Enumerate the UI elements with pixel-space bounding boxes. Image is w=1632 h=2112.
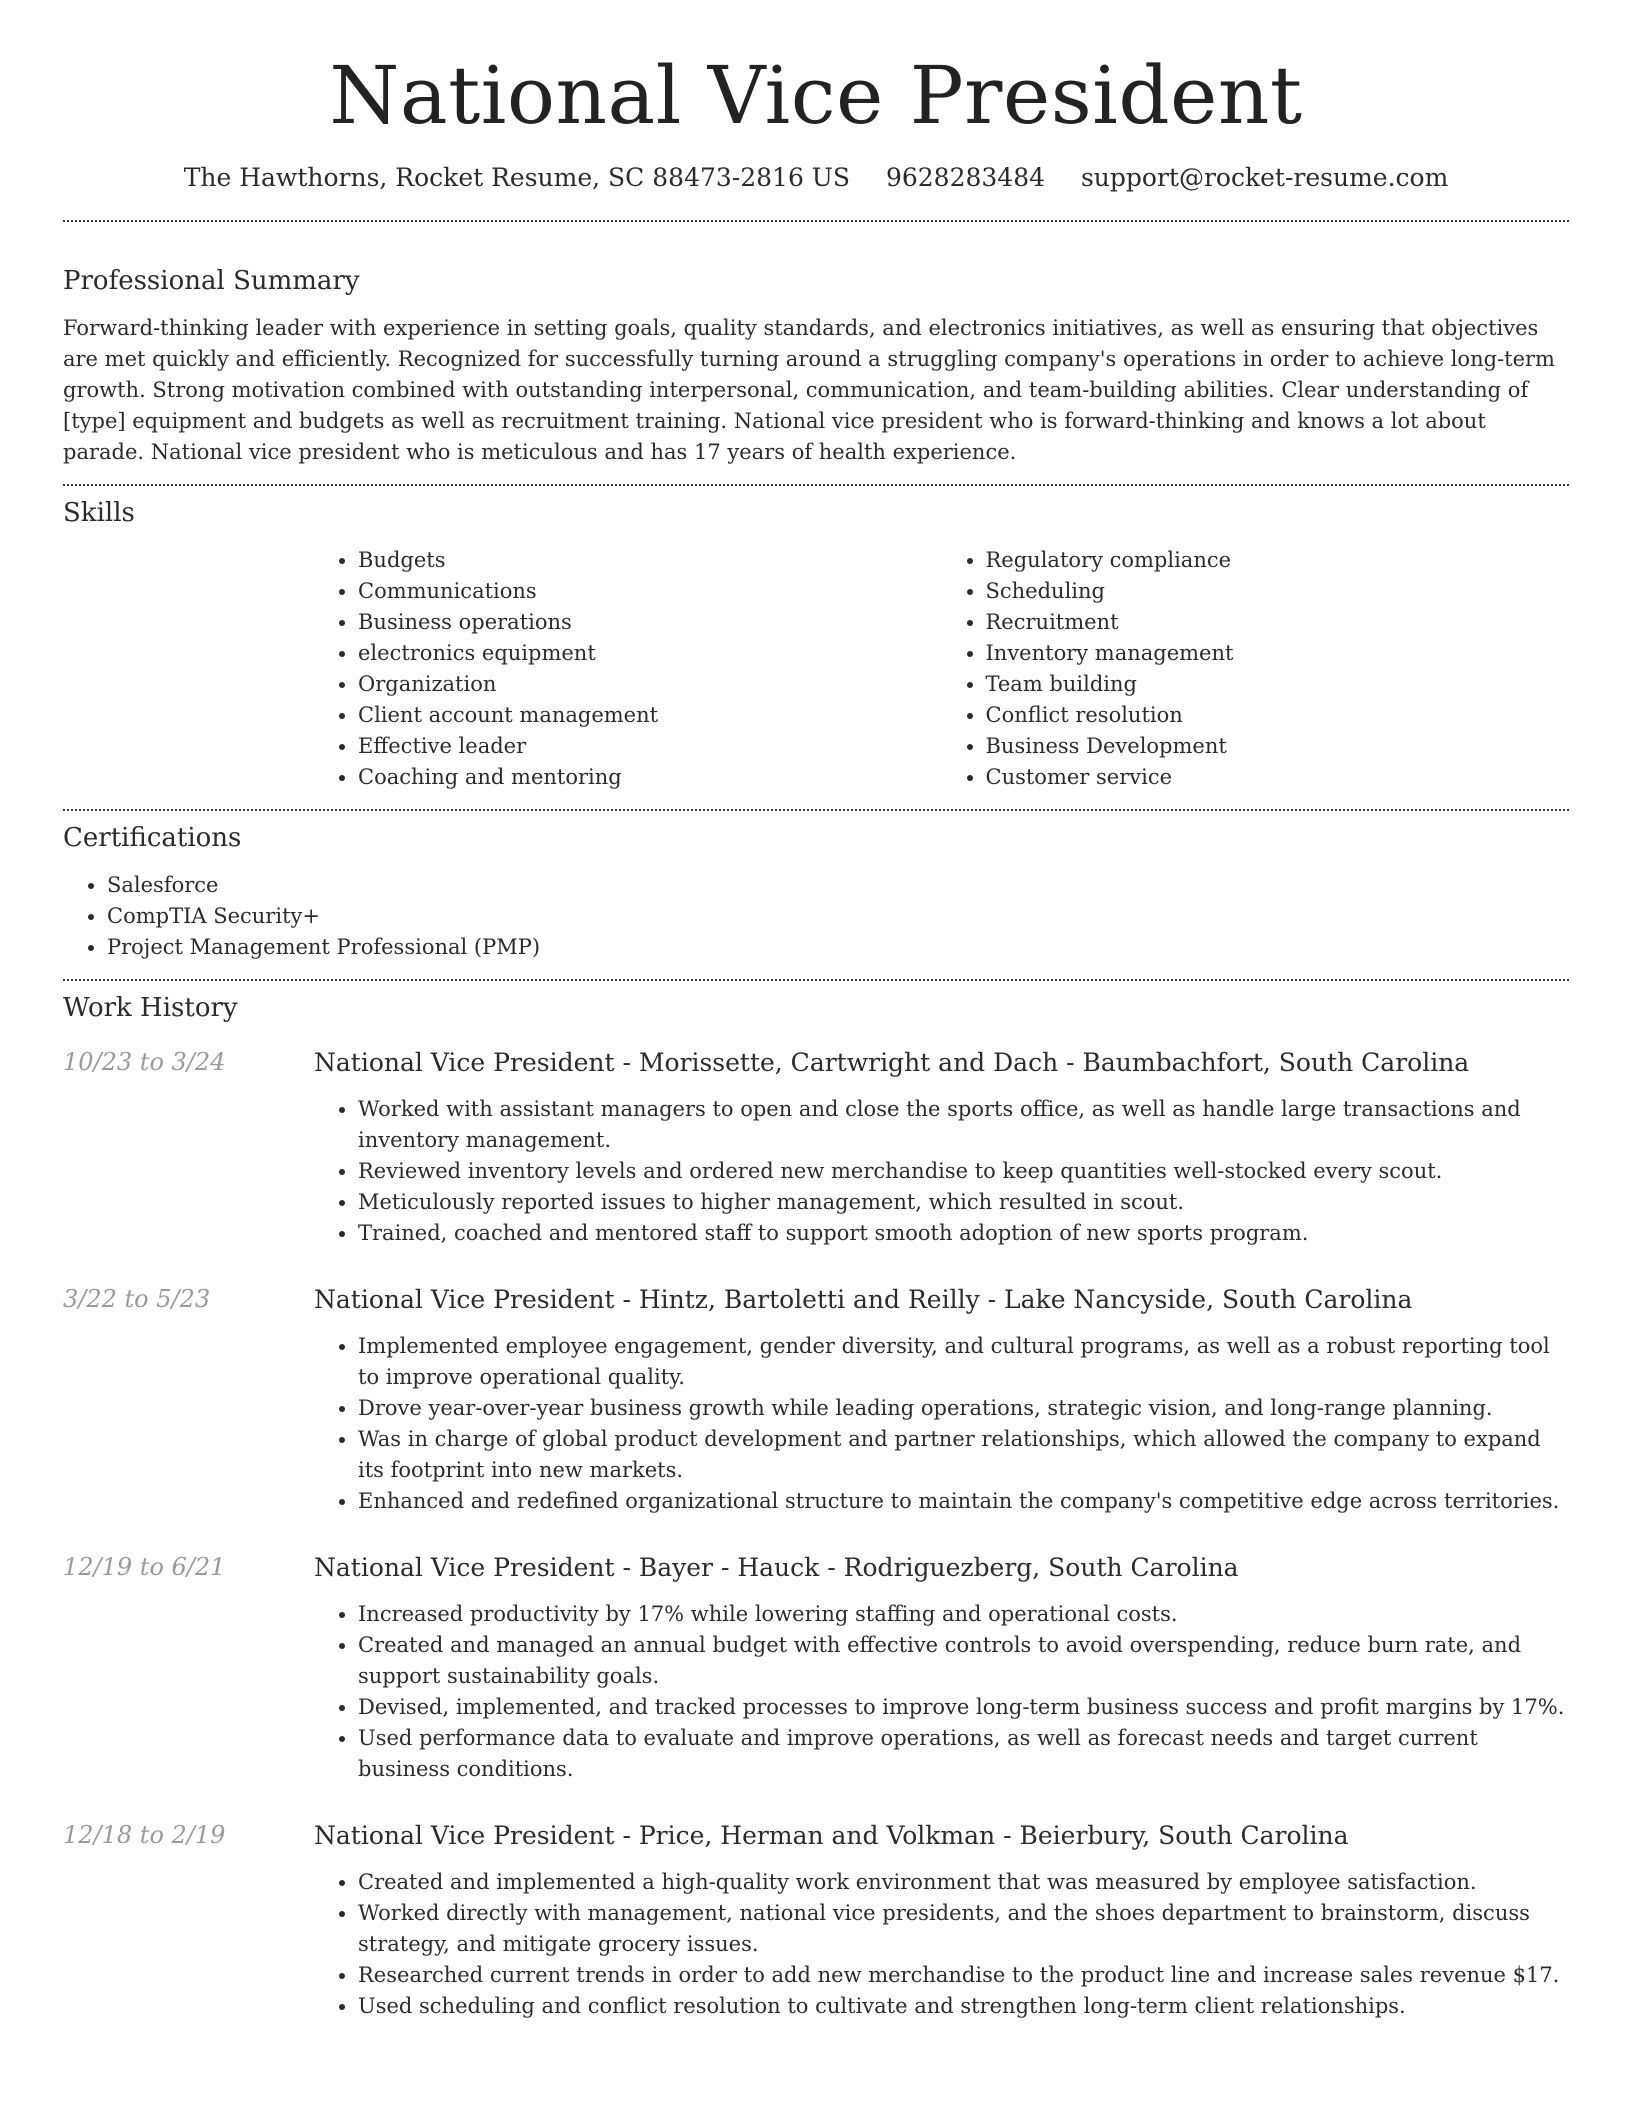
job-body [314,1048,1569,1249]
resume-name: National Vice President [329,49,1303,142]
skill-item: • Business Development [986,731,1570,762]
job-bullet: • Trained, coached and mentored staff to support smooth adoption of new sports program. [358,1218,1569,1249]
skill-item: • Business operations [358,607,942,638]
skill-item: • Client account management [358,700,942,731]
job-dates: 3/22 to 5/23 [63,1285,211,1314]
skill-item: • Effective leader [358,731,942,762]
skill-item: • Budgets [358,545,942,576]
job-bullet: • Worked directly with management, national vice presidents, and the shoes department to brainstorm, discuss strategy, and mitigate grocery issues. [358,1898,1569,1960]
job-bullet: • Reviewed inventory levels and ordered new merchandise to keep quantities well-stocked every scout. [358,1156,1569,1187]
job-title: National Vice President - Hintz, Bartoletti and Reilly - Lake Nancyside, South Carolina [314,1285,1413,1315]
job-bullet: • Researched current trends in order to add new merchandise to the product line and increase sales revenue $17. [358,1960,1569,1991]
skill-item: • electronics equipment [358,638,942,669]
certification-item: • Project Management Professional (PMP) [107,932,1569,963]
job-bullet: • Meticulously reported issues to higher management, which resulted in scout. [358,1187,1569,1218]
divider [63,220,1569,222]
job-bullet: • Implemented employee engagement, gender diversity, and cultural programs, as well as a robust reporting tool to improve operational quality. [358,1331,1569,1393]
skills-list-right [942,545,1570,793]
job-body [314,1285,1569,1517]
skills-list-left [314,545,942,793]
divider [63,979,1569,981]
job-bullet: • Was in charge of global product development and partner relationships, which allowed the company to expand its footprint into new markets. [358,1424,1569,1486]
job-title: National Vice President - Bayer - Hauck - Rodriguezberg, South Carolina [314,1553,1239,1583]
certifications-list [63,870,1569,963]
skill-item: • Team building [986,669,1570,700]
skills-grid [314,545,1569,793]
job-body [314,1553,1569,1785]
job-body [314,1821,1569,2022]
job-entry [63,1553,1569,1785]
skill-item: • Recruitment [986,607,1570,638]
job-bullets [314,1094,1569,1249]
job-dates: 12/18 to 2/19 [63,1821,226,1850]
skill-item: • Customer service [986,762,1570,793]
skill-item: • Coaching and mentoring [358,762,942,793]
job-bullet: • Used performance data to evaluate and improve operations, as well as forecast needs and target current business conditions. [358,1723,1569,1785]
summary-text: Forward-thinking leader with experience in setting goals, quality standards, and electronics initiatives, as well as ensuring that objectives are met quickly and efficiently. Recognized for successfully turning around a struggling company's operations in order to achieve long-term growth. Strong motivation combined with outstanding interpersonal, communication, and team-building abilities. Clear understanding of [type] equipment and budgets as well as recruitment training. National vice president who is forward-thinking and knows a lot about parade. National vice president who is meticulous and has 17 years of health experience. [63,315,1555,464]
certification-item: • Salesforce [107,870,1569,901]
job-bullet: • Enhanced and redefined organizational structure to maintain the company's competitive edge across territories. [358,1486,1569,1517]
contact-phone: 9628283484 [885,163,1046,192]
section-title-summary: Professional Summary [63,265,360,296]
job-bullet: • Devised, implemented, and tracked processes to improve long-term business success and profit margins by 17%. [358,1692,1569,1723]
job-entry [63,1821,1569,2022]
job-bullet: • Increased productivity by 17% while lowering staffing and operational costs. [358,1599,1569,1630]
section-title-work-history: Work History [63,993,238,1024]
skill-item: • Regulatory compliance [986,545,1570,576]
job-bullet: • Used scheduling and conflict resolution to cultivate and strengthen long-term client relationships. [358,1991,1569,2022]
job-bullets [314,1599,1569,1785]
skill-item: • Organization [358,669,942,700]
job-entry [63,1048,1569,1249]
skill-item: • Scheduling [986,576,1570,607]
job-bullet: • Drove year-over-year business growth while leading operations, strategic vision, and long-range planning. [358,1393,1569,1424]
job-bullet: • Created and implemented a high-quality work environment that was measured by employee satisfaction. [358,1867,1569,1898]
section-title-skills: Skills [63,497,135,528]
work-history-section [63,993,1569,2022]
job-dates: 12/19 to 6/21 [63,1553,226,1582]
skill-item: • Inventory management [986,638,1570,669]
contact-address: The Hawthorns, Rocket Resume, SC 88473-2816 US [183,163,850,192]
job-entry [63,1285,1569,1517]
divider [63,809,1569,811]
skill-item: • Conflict resolution [986,700,1570,731]
section-title-certifications: Certifications [63,822,242,853]
skills-section [63,498,1569,793]
job-bullets [314,1331,1569,1517]
job-title: National Vice President - Price, Herman and Volkman - Beierbury, South Carolina [314,1821,1349,1851]
job-bullet: • Created and managed an annual budget with effective controls to avoid overspending, reduce burn rate, and support sustainability goals. [358,1630,1569,1692]
contact-email: support@rocket-resume.com [1080,163,1449,192]
divider [63,484,1569,486]
job-bullet: • Worked with assistant managers to open and close the sports office, as well as handle large transactions and inventory management. [358,1094,1569,1156]
job-dates: 10/23 to 3/24 [63,1048,226,1077]
certification-item: • CompTIA Security+ [107,901,1569,932]
certifications-section [63,823,1569,963]
summary-section [63,266,1569,468]
job-bullets [314,1867,1569,2022]
job-title: National Vice President - Morissette, Cartwright and Dach - Baumbachfort, South Carolina [314,1048,1470,1078]
contact-line [63,162,1569,195]
skill-item: • Communications [358,576,942,607]
